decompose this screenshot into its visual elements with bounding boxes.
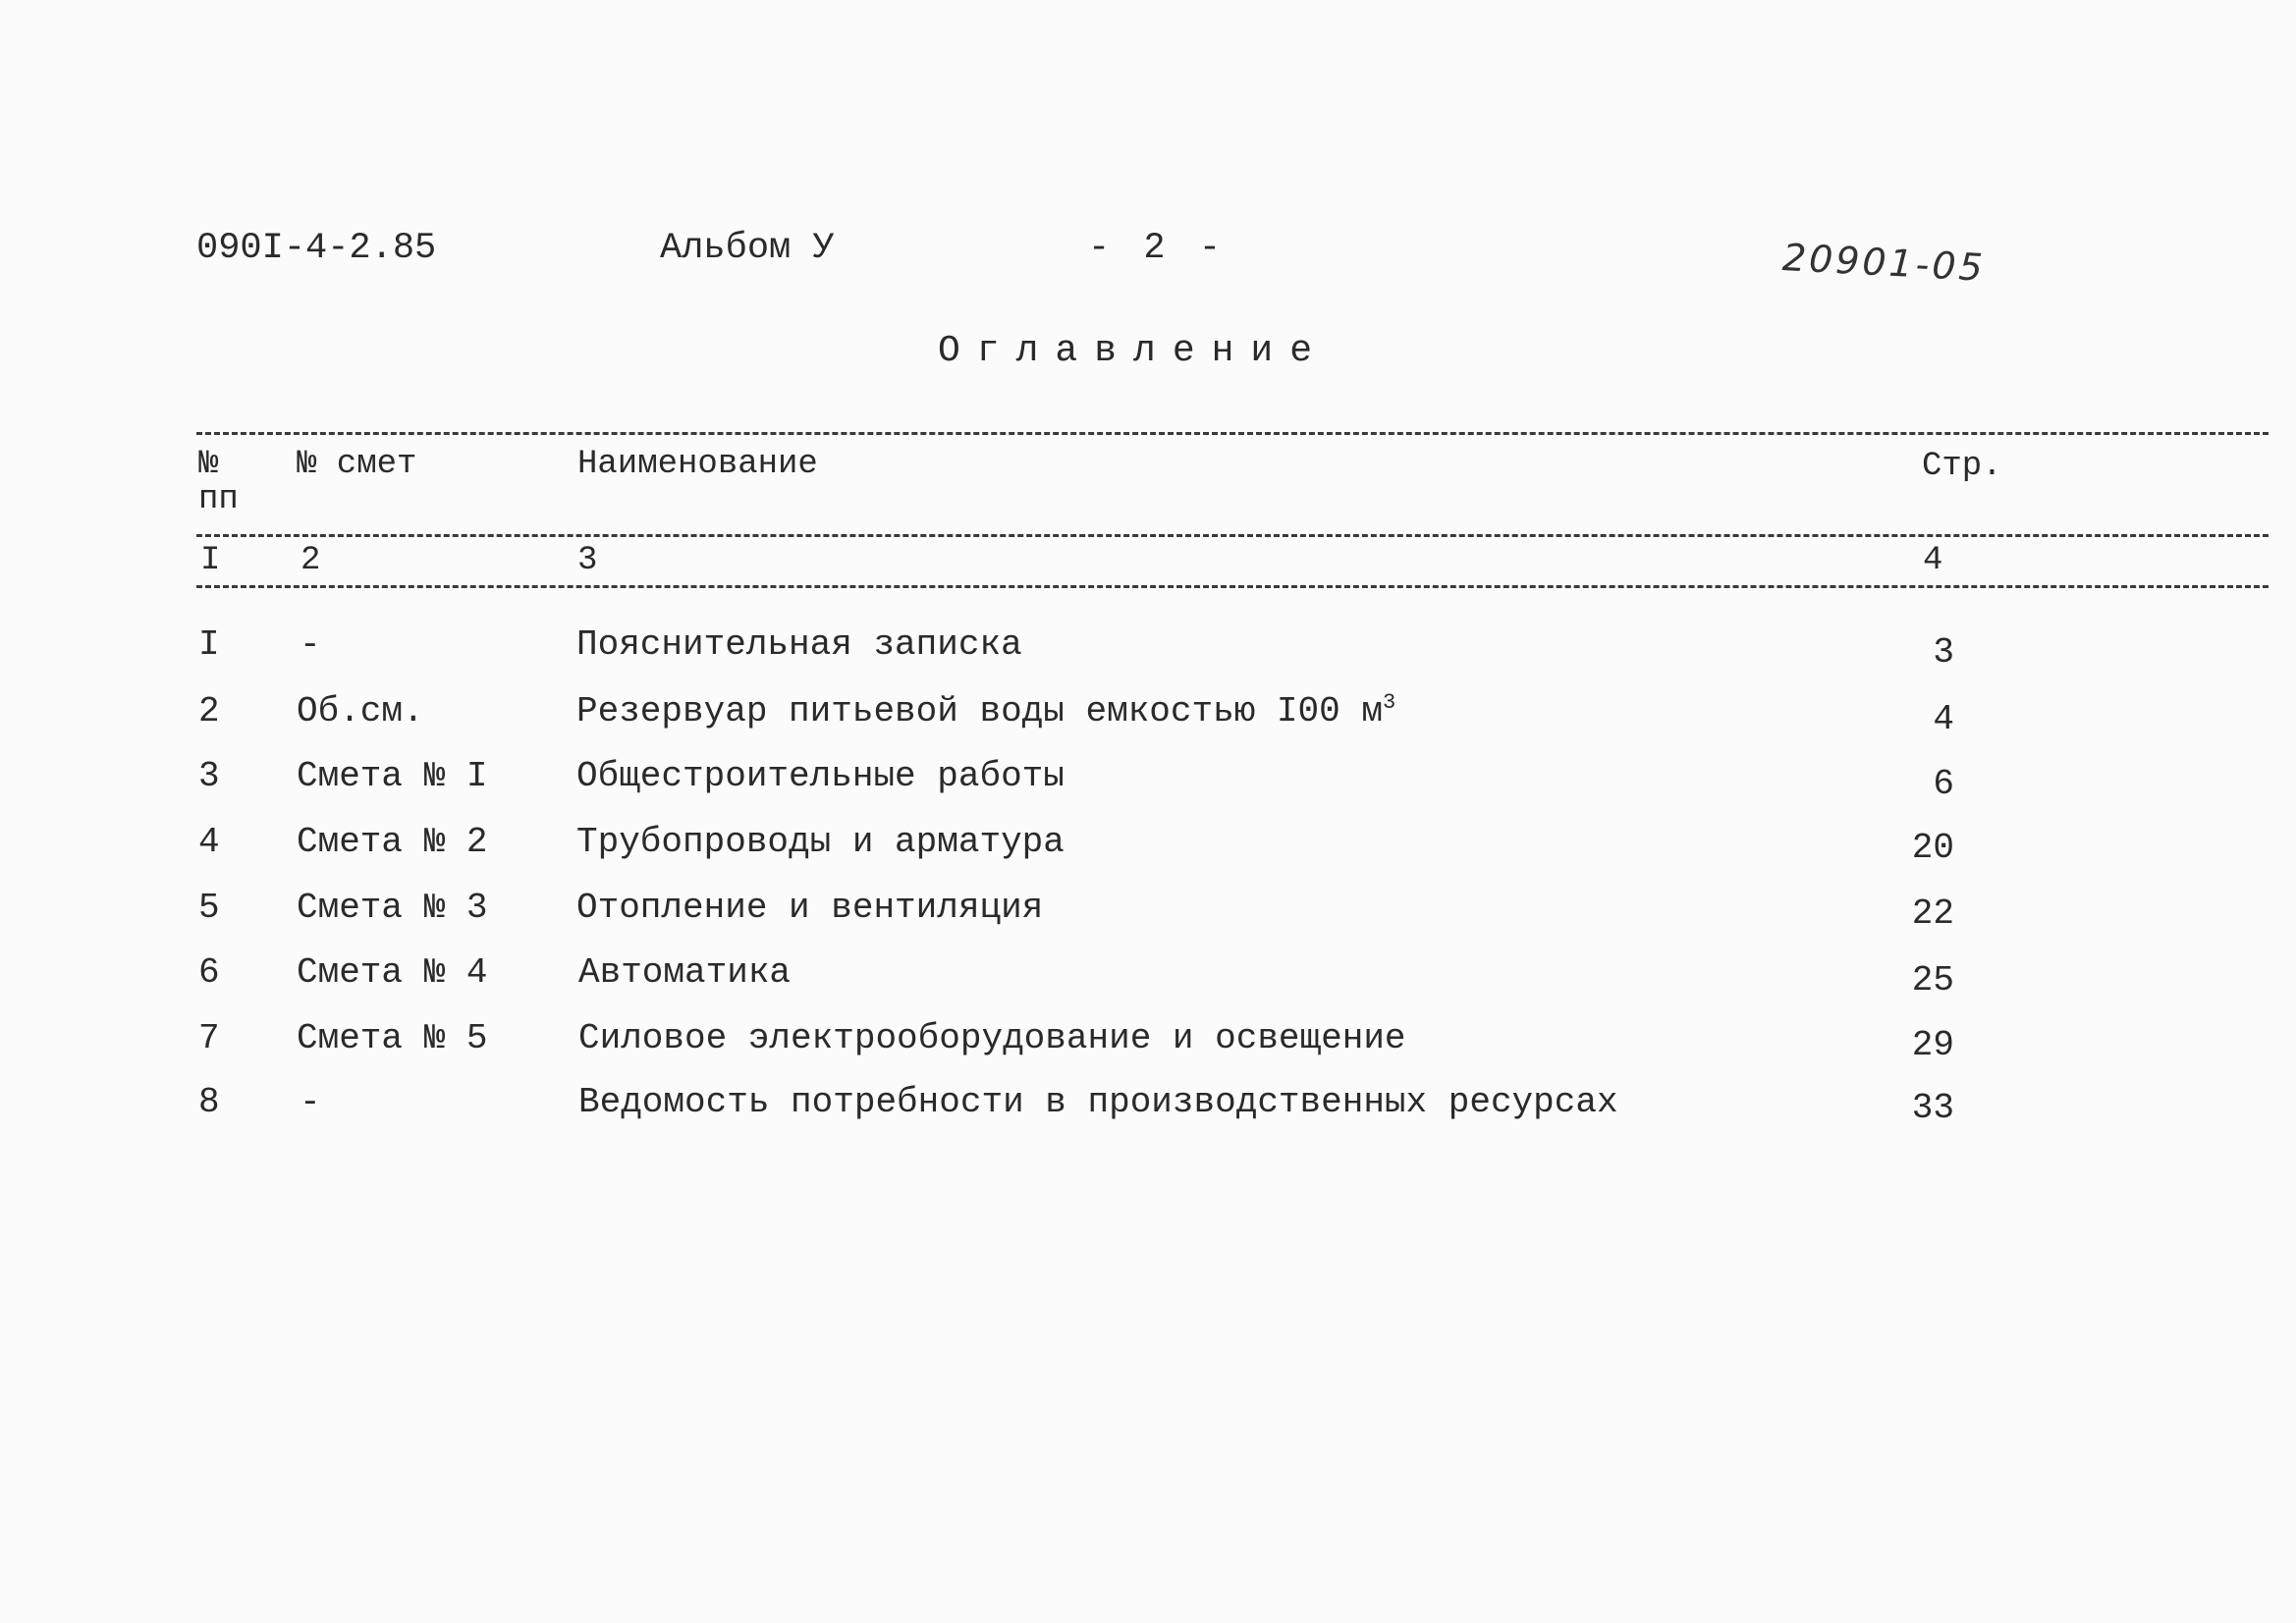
column-number-2: 2 [301, 542, 321, 579]
row-name: Резервуар питьевой воды емкостью I00 м [576, 691, 1383, 731]
header-name: Наименование [577, 446, 818, 483]
row-num: 7 [198, 1018, 220, 1058]
row-name: Ведомость потребности в производственных ресурсах [578, 1082, 1618, 1122]
column-number-rule [196, 585, 2269, 588]
header-rule [196, 534, 2269, 537]
table-top-rule [196, 432, 2269, 435]
row-name: Автоматика [578, 952, 792, 993]
row-page: 29 [1911, 1025, 1954, 1065]
row-estimate: - [300, 624, 321, 665]
row-name: Отопление и вентиляция [576, 888, 1044, 928]
row-num: 5 [198, 888, 220, 928]
row-estimate: Смета № 3 [297, 888, 488, 928]
row-estimate: - [300, 1082, 321, 1122]
column-number-1: I [200, 542, 221, 579]
row-num: 6 [198, 952, 220, 993]
page-title: Оглавление [938, 330, 1330, 372]
superscript-three: 3 [1382, 690, 1396, 715]
row-name: Общестроительные работы [576, 756, 1065, 796]
row-page: 3 [1933, 632, 1954, 673]
row-num: 2 [198, 691, 220, 731]
header-page: Стр. [1922, 448, 2002, 485]
page-number: - 2 - [1088, 228, 1228, 269]
row-estimate: Смета № I [297, 756, 488, 796]
row-num: 3 [198, 756, 220, 796]
row-num: I [198, 624, 220, 665]
row-name: Силовое электрооборудование и освещение [578, 1018, 1406, 1058]
row-page: 4 [1933, 699, 1954, 739]
row-estimate: Смета № 4 [297, 952, 488, 993]
column-number-3: 3 [577, 542, 598, 579]
header-num: № [198, 446, 219, 483]
row-page: 25 [1911, 960, 1954, 1001]
header-num-2: пп [198, 481, 239, 518]
row-page: 33 [1911, 1088, 1954, 1128]
row-name: Трубопроводы и арматура [576, 822, 1065, 862]
album-label: Альбом У [660, 228, 835, 269]
row-estimate: Смета № 2 [297, 822, 488, 862]
row-page: 6 [1933, 764, 1954, 804]
row-estimate: Смета № 5 [297, 1018, 488, 1058]
handwritten-number: 20901-05 [1780, 236, 1987, 290]
row-estimate: Об.см. [297, 691, 424, 731]
document-code: 090I-4-2.85 [196, 228, 437, 269]
row-page: 20 [1911, 828, 1954, 868]
row-name: Пояснительная записка [576, 624, 1022, 665]
column-number-4: 4 [1923, 542, 1943, 579]
row-name-wrapper [576, 691, 1395, 731]
header-estimate: № смет [297, 446, 417, 483]
row-num: 8 [198, 1082, 220, 1122]
row-num: 4 [198, 822, 220, 862]
row-page: 22 [1911, 893, 1954, 934]
